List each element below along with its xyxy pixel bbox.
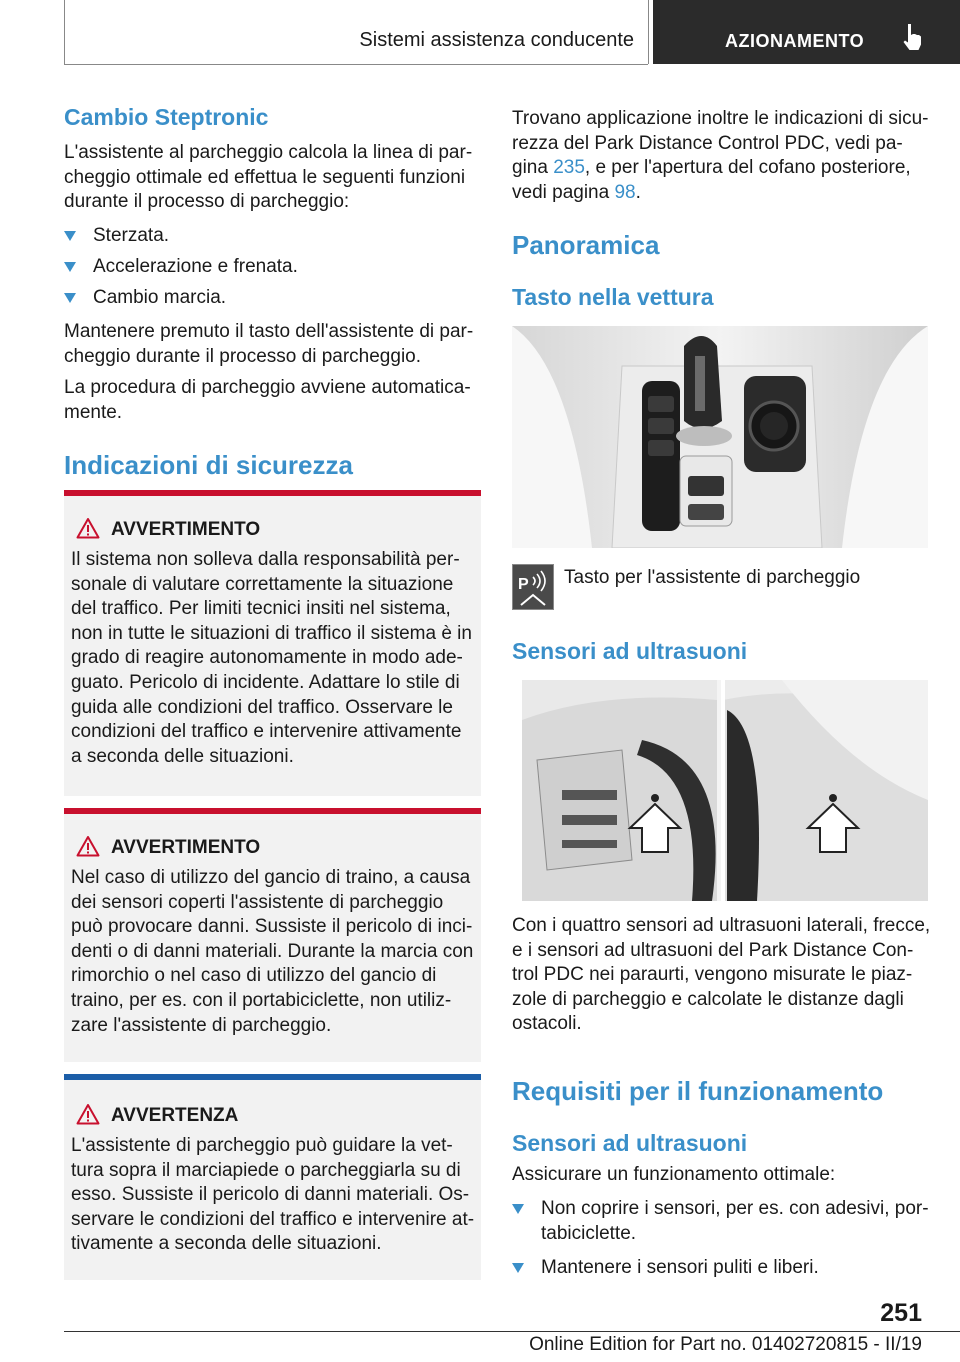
intro-paragraph: Trovano applicazione inoltre le indicazioni di sicu- rezza del Park Distance Control PDC, vedi pa- gina 235, e per l'apertura del cofano posteriore, vedi pagina 98. — [512, 108, 929, 203]
footer-rule — [64, 1331, 960, 1332]
paragraph: La procedura di parcheggio avviene automatica- mente. — [64, 377, 471, 423]
warning-triangle-icon — [76, 1103, 100, 1125]
header-divider — [648, 0, 649, 64]
page-link[interactable]: 98 — [614, 181, 636, 203]
heading-requirements: Requisiti per il funzionamento — [512, 1076, 884, 1106]
warning-bar — [64, 490, 481, 496]
paragraph: Mantenere premuto il tasto dell'assistente di par- cheggio durante il processo di parcheggio. — [64, 321, 474, 367]
bullet-triangle-icon — [64, 262, 76, 272]
button-caption: Tasto per l'assistente di parcheggio — [564, 567, 861, 588]
section-title: Sistemi assistenza conducente — [359, 29, 634, 51]
text-line: cheggio ottimale ed effettua le seguenti funzioni — [64, 166, 466, 188]
center-console-illustration — [512, 326, 928, 548]
notice-title: AVVERTENZA — [111, 1105, 239, 1126]
heading-sensors-requirements: Sensori ad ultrasuoni — [512, 1130, 748, 1156]
notice-text: L'assistente di parcheggio può guidare la vet- tura sopra il marciapiede o parcheggiarla su di esso. Sussiste il pericolo di danni materiali. Os- servare le condizioni del traffico e intervenire at- tivamente a seconda delle situazioni. — [71, 1135, 475, 1255]
warning-title: AVVERTIMENTO — [111, 837, 261, 858]
page-number: 251 — [880, 1299, 922, 1327]
intro-paragraph — [64, 141, 472, 215]
header-rule — [64, 64, 648, 65]
notice-box — [64, 1074, 481, 1280]
hand-pointer-icon — [897, 22, 927, 52]
sensors-paragraph: Con i quattro sensori ad ultrasuoni laterali, frecce, e i sensori ad ultrasuoni del Park Distance Con- trol PDC nei paraurti, vengono misurate le piaz- zole di parcheggio e calcolate le distanze dagli ostacoli. — [512, 915, 931, 1035]
page-link[interactable]: 235 — [553, 157, 585, 179]
heading-button: Tasto nella vettura — [512, 284, 714, 310]
notice-bar — [64, 1074, 481, 1080]
bullet-triangle-icon — [512, 1204, 524, 1214]
warning-triangle-icon — [76, 517, 100, 539]
header-chapter-tab — [653, 0, 960, 64]
heading-steptronic: Cambio Steptronic — [64, 104, 269, 130]
bullet-triangle-icon — [512, 1263, 524, 1273]
warning-box — [64, 490, 481, 796]
warning-text: Nel caso di utilizzo del gancio di traino, a causa dei sensori coperti l'assistente di parcheggio può provocare danni. Sussiste il pericolo di inci- denti o di danni materiali. Durante la marcia con rimorchio o nel caso di utilizzo del gancio di traino, per es. con il portabiciclette, non utiliz- zare l'assistente di parcheggio. — [71, 867, 474, 1036]
console-image — [512, 326, 928, 548]
parking-assistant-glyph — [513, 565, 553, 609]
heading-overview: Panoramica — [512, 230, 660, 260]
bullet-triangle-icon — [64, 231, 76, 241]
bumper-sensors-illustration — [522, 680, 928, 901]
requirements-intro: Assicurare un funzionamento ottimale: — [512, 1164, 836, 1185]
warning-text: Il sistema non solleva dalla responsabilità per- sonale di valutare correttamente la situazione del traffico. Per limiti tecnici insiti nel sistema, non in tutte le situazioni di traffico il sistema è in grado di reagire autonomamente in modo ade- guato. Pericolo di incidente. Adattare lo stile di guida alle condizioni del traffico. Osservare le condizioni del traffico e intervenire attivamente a seconda delle situazioni. — [71, 549, 472, 767]
sensors-image — [522, 680, 928, 901]
edition-note: Online Edition for Part no. 01402720815 - II/19 — [529, 1334, 922, 1355]
warning-box — [64, 808, 481, 1062]
header-section — [64, 0, 648, 64]
text-line: durante il processo di parcheggio: — [64, 191, 350, 213]
svg-text:P: P — [518, 576, 529, 593]
chapter-title: AZIONAMENTO — [725, 31, 865, 51]
bullet-triangle-icon — [64, 293, 76, 303]
parking-assistant-icon — [512, 564, 554, 610]
heading-sensors: Sensori ad ultrasuoni — [512, 638, 748, 664]
text-line: L'assistente al parcheggio calcola la linea di par- — [64, 142, 473, 163]
warning-bar — [64, 808, 481, 814]
heading-safety: Indicazioni di sicurezza — [64, 450, 353, 480]
warning-title: AVVERTIMENTO — [111, 519, 261, 540]
warning-triangle-icon — [76, 835, 100, 857]
